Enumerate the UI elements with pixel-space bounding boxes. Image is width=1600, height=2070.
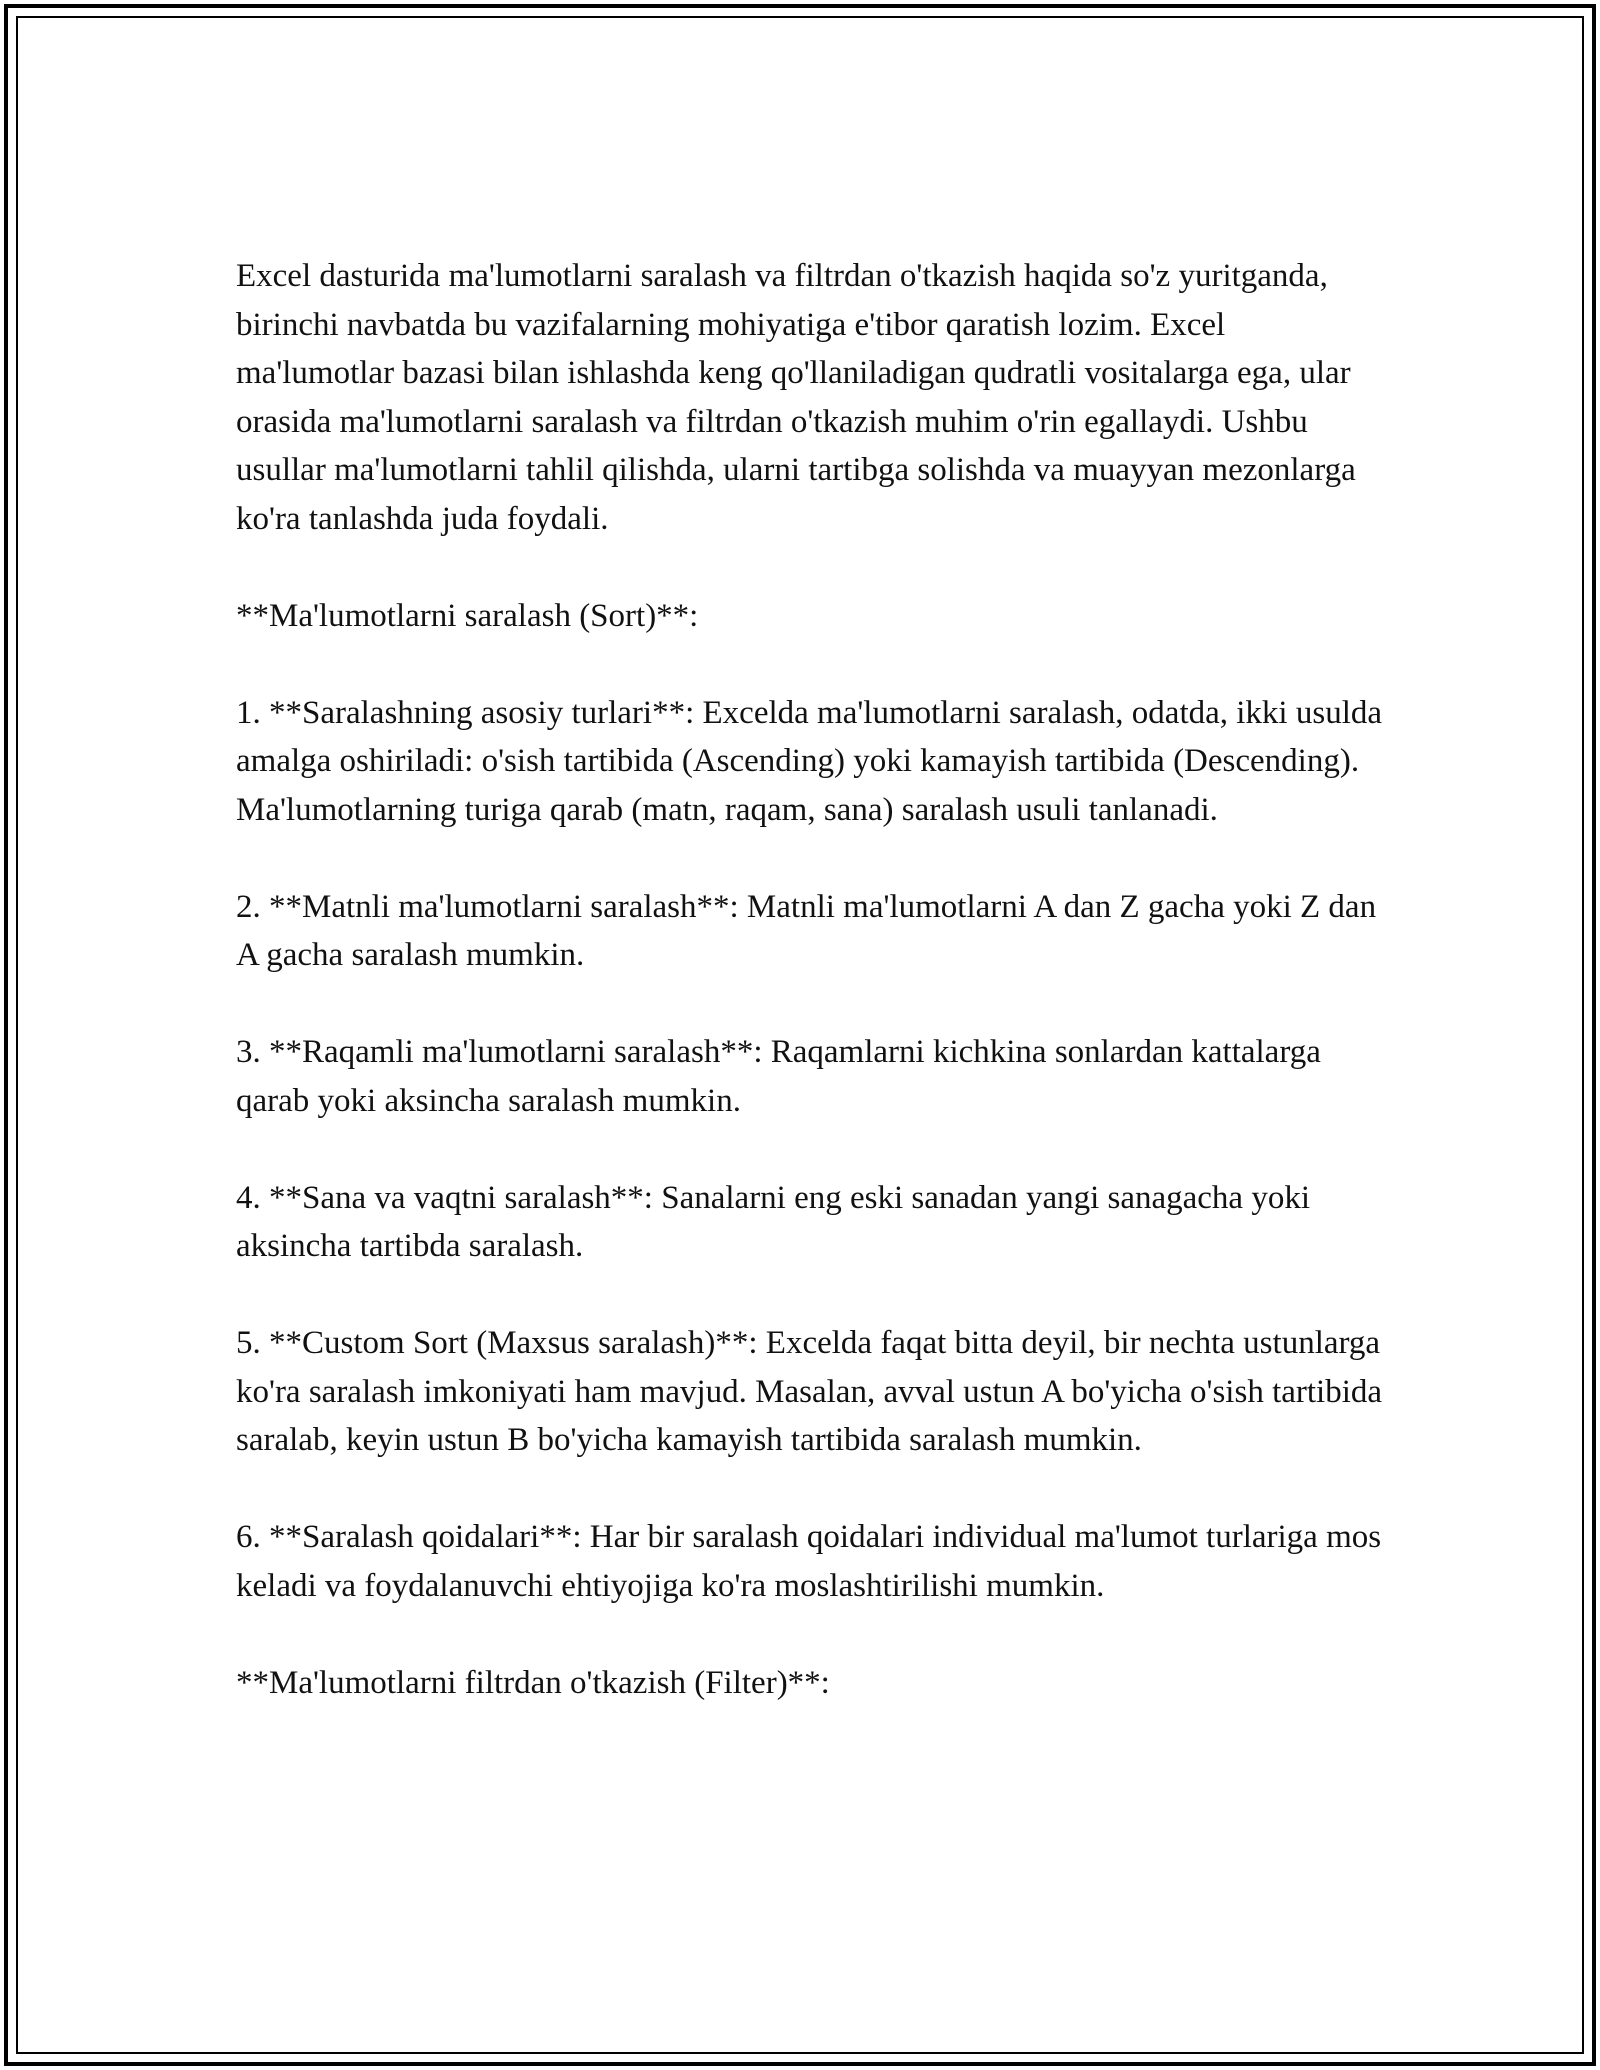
sort-item-6: 6. **Saralash qoidalari**: Har bir saralash qoidalari individual ma'lumot turlariga mos keladi va foydalanuvchi ehtiyojiga ko'ra moslashtirilishi mumkin.: [236, 1519, 1382, 1604]
sort-item-2: 2. **Matnli ma'lumotlarni saralash**: Matnli ma'lumotlarni A dan Z gacha yoki Z dan A gacha saralash mumkin.: [236, 888, 1377, 973]
sort-item-5: 5. **Custom Sort (Maxsus saralash)**: Excelda faqat bitta deyil, bir nechta ustunlarga ko'ra saralash imkoniyati ham mavjud. Masalan, avval ustun A bo'yicha o'sish tartibida saralab, keyin ustun B bo'yicha kamayish tartibida saralash mumkin.: [236, 1325, 1383, 1458]
filter-section-heading: **Ma'lumotlarni filtrdan o'tkazish (Filter)**:: [236, 1664, 830, 1701]
intro-paragraph: Excel dasturida ma'lumotlarni saralash va filtrdan o'tkazish haqida so'z yuritganda, birinchi navbatda bu vazifalarning mohiyatiga e'tibor qaratish lozim. Excel ma'lumotlar bazasi bilan ishlashda keng qo'llaniladigan qudratli vositalarga ega, ular orasida ma'lumotlarni saralash va filtrdan o'tkazish muhim o'rin egallaydi. Ushbu usullar ma'lumotlarni tahlil qilishda, ularni tartibga solishda va muayyan mezonlarga ko'ra tanlashda juda foydali.: [236, 258, 1356, 537]
sort-item-1: 1. **Saralashning asosiy turlari**: Excelda ma'lumotlarni saralash, odatda, ikki usulda amalga oshiriladi: o'sish tartibida (Ascending) yoki kamayish tartibida (Descending). Ma'lumotlarning turiga qarab (matn, raqam, sana) saralash usuli tanlanadi.: [236, 694, 1383, 828]
sort-item-3: 3. **Raqamli ma'lumotlarni saralash**: Raqamlarni kichkina sonlardan kattalarga qarab yoki aksincha saralash mumkin.: [236, 1034, 1321, 1119]
sort-section-heading: **Ma'lumotlarni saralash (Sort)**:: [236, 597, 699, 634]
sort-item-4: 4. **Sana va vaqtni saralash**: Sanalarni eng eski sanadan yangi sanagacha yoki aksincha tartibda saralash.: [236, 1179, 1310, 1264]
document-body: [236, 252, 1386, 1756]
